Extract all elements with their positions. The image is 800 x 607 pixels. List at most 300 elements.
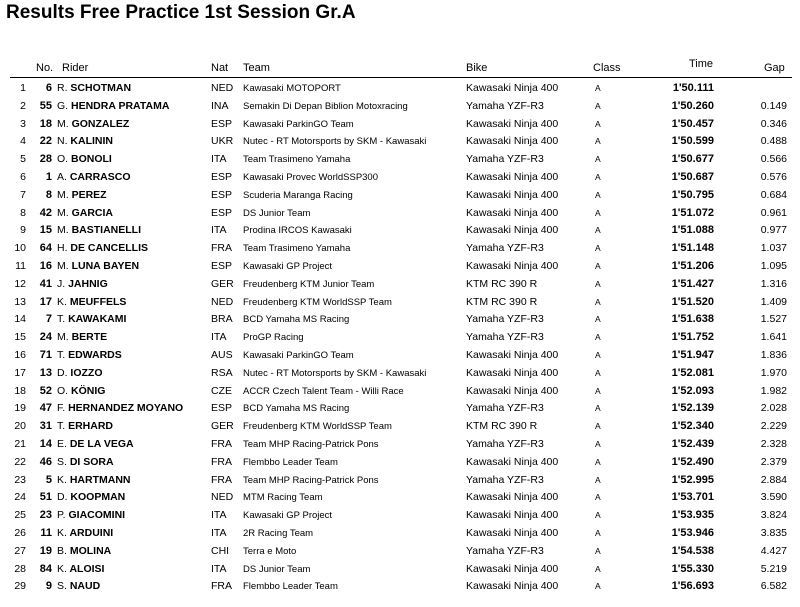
bike-cell: KTM RC 390 R (466, 295, 538, 308)
team-cell: Nutec - RT Motorsports by SKM - Kawasaki (243, 136, 427, 148)
table-row (0, 151, 800, 169)
team-cell: Flembbo Leader Team (243, 581, 338, 593)
rider-surname: CARRASCO (69, 170, 131, 183)
position-cell: 28 (14, 562, 26, 575)
time-cell: 1'51.088 (671, 224, 714, 237)
bike-cell: Yamaha YZF-R3 (466, 544, 544, 557)
position-cell: 1 (20, 82, 26, 94)
nationality-cell: ESP (211, 170, 233, 183)
rider-number-cell: 55 (39, 99, 52, 112)
rider-name-cell (57, 472, 131, 490)
table-row (0, 329, 800, 347)
nationality-cell: ESP (211, 402, 233, 415)
position-cell: 3 (20, 117, 26, 130)
position-cell: 24 (14, 491, 26, 504)
table-row (0, 543, 800, 561)
gap-cell: 0.977 (760, 224, 787, 237)
position-cell: 23 (14, 473, 26, 486)
nationality-cell: RSA (211, 366, 233, 379)
rider-surname: ALOISI (69, 562, 105, 575)
nationality-cell: AUS (211, 348, 233, 361)
rider-surname: GARCIA (71, 206, 114, 219)
class-cell: A (595, 100, 601, 111)
bike-cell: Kawasaki Ninja 400 (466, 259, 559, 272)
rider-name-cell (57, 347, 122, 365)
rider-name-cell (57, 365, 103, 383)
gap-cell: 1.982 (760, 384, 787, 397)
rider-name-cell (57, 311, 126, 329)
results-table (0, 80, 800, 596)
class-cell: A (595, 527, 601, 538)
team-cell: Team Trasimeno Yamaha (243, 154, 351, 166)
rider-initial: O. (57, 153, 69, 166)
rider-initial: K. (57, 295, 67, 308)
rider-initial: R. (57, 82, 68, 94)
rider-number-cell: 8 (45, 188, 52, 201)
team-cell: Kawasaki GP Project (243, 260, 333, 272)
team-cell: DS Junior Team (243, 563, 311, 575)
table-row (0, 347, 800, 365)
bike-cell: Kawasaki Ninja 400 (466, 491, 559, 504)
time-cell: 1'50.457 (671, 117, 714, 130)
nationality-cell: FRA (211, 580, 232, 593)
gap-cell: 3.590 (760, 491, 787, 504)
team-cell: Freudenberg KTM Junior Team (243, 278, 375, 290)
rider-surname: GIACOMINI (68, 509, 126, 522)
table-row (0, 436, 800, 454)
time-cell: 1'54.538 (671, 544, 714, 557)
time-cell: 1'52.139 (671, 402, 714, 415)
rider-name-cell (57, 454, 114, 472)
class-cell: A (595, 260, 601, 271)
table-row (0, 133, 800, 151)
class-cell: A (595, 154, 601, 165)
nationality-cell: GER (211, 277, 234, 290)
gap-cell: 3.824 (760, 509, 787, 522)
nationality-cell: ITA (211, 153, 227, 166)
nationality-cell: ESP (211, 188, 233, 201)
rider-number-cell: 42 (39, 206, 52, 219)
rider-number-cell: 46 (39, 455, 52, 468)
class-cell: A (595, 296, 601, 307)
time-cell: 1'50.687 (671, 170, 714, 183)
rider-initial: M. (57, 259, 69, 272)
position-cell: 5 (20, 153, 26, 166)
bike-cell: Yamaha YZF-R3 (466, 437, 544, 450)
team-cell: MTM Racing Team (243, 492, 323, 504)
header-time: Time (689, 58, 714, 70)
nationality-cell: ESP (211, 117, 233, 130)
rider-initial: M. (57, 117, 69, 130)
rider-number-cell: 15 (39, 224, 52, 237)
gap-cell: 2.028 (760, 402, 787, 415)
table-row (0, 240, 800, 258)
bike-cell: Kawasaki Ninja 400 (466, 82, 559, 94)
rider-surname: BONOLI (71, 153, 112, 166)
rider-initial: M. (57, 224, 69, 237)
bike-cell: Yamaha YZF-R3 (466, 331, 544, 344)
page-title: Results Free Practice 1st Session Gr.A (6, 2, 356, 23)
bike-cell: Kawasaki Ninja 400 (466, 562, 559, 575)
position-cell: 10 (14, 242, 26, 255)
rider-surname: ARDUINI (69, 526, 114, 539)
rider-number-cell: 24 (39, 331, 52, 344)
rider-surname: NAUD (69, 580, 101, 593)
bike-cell: Yamaha YZF-R3 (466, 153, 544, 166)
nationality-cell: ITA (211, 526, 227, 539)
rider-initial: K. (57, 526, 67, 539)
rider-initial: M. (57, 188, 69, 201)
bike-cell: Kawasaki Ninja 400 (466, 224, 559, 237)
header-bike: Bike (466, 62, 488, 74)
gap-cell: 1.641 (760, 331, 787, 344)
gap-cell: 0.576 (760, 170, 787, 183)
header-rider: Rider (62, 62, 89, 74)
header-gap: Gap (764, 62, 785, 74)
table-row (0, 258, 800, 276)
rider-name-cell (57, 133, 113, 151)
rider-initial: M. (57, 331, 69, 344)
time-cell: 1'50.111 (672, 82, 714, 94)
nationality-cell: FRA (211, 455, 232, 468)
team-cell: Kawasaki Provec WorldSSP300 (243, 171, 378, 183)
position-cell: 21 (14, 437, 26, 450)
gap-cell: 1.527 (760, 313, 787, 326)
rider-name-cell (57, 276, 108, 294)
rider-number-cell: 14 (39, 437, 52, 450)
rider-name-cell (57, 222, 141, 240)
rider-surname: DI SORA (69, 455, 114, 468)
position-cell: 19 (14, 402, 26, 415)
team-cell: Team Trasimeno Yamaha (243, 243, 351, 255)
rider-initial: B. (57, 544, 67, 557)
rider-initial: E. (57, 437, 67, 450)
bike-cell: Kawasaki Ninja 400 (466, 348, 559, 361)
rider-name-cell (57, 80, 131, 98)
rider-name-cell (57, 578, 100, 596)
position-cell: 26 (14, 526, 26, 539)
rider-initial: H. (57, 242, 68, 255)
class-cell: A (595, 207, 601, 218)
gap-cell: 1.037 (760, 242, 787, 255)
gap-cell: 0.566 (760, 153, 787, 166)
bike-cell: Kawasaki Ninja 400 (466, 509, 559, 522)
header-divider (10, 77, 792, 78)
rider-surname: MEUFFELS (69, 295, 127, 308)
bike-cell: Yamaha YZF-R3 (466, 242, 544, 255)
time-cell: 1'50.260 (671, 99, 714, 112)
position-cell: 27 (14, 544, 26, 557)
time-cell: 1'52.490 (671, 455, 714, 468)
rider-number-cell: 17 (39, 295, 52, 308)
nationality-cell: ESP (211, 259, 233, 272)
rider-surname: GONZALEZ (71, 117, 130, 130)
rider-number-cell: 7 (45, 313, 52, 326)
class-cell: A (595, 421, 601, 432)
team-cell: Team MHP Racing-Patrick Pons (243, 438, 379, 450)
nationality-cell: CHI (211, 544, 230, 557)
rider-number-cell: 52 (39, 384, 52, 397)
team-cell: Nutec - RT Motorsports by SKM - Kawasaki (243, 367, 427, 379)
class-cell: A (595, 136, 601, 147)
bike-cell: Kawasaki Ninja 400 (466, 366, 559, 379)
rider-surname: ERHARD (68, 420, 114, 433)
rider-initial: D. (57, 366, 68, 379)
header-nat: Nat (211, 62, 229, 74)
rider-number-cell: 41 (39, 277, 52, 290)
rider-initial: J. (57, 277, 66, 290)
table-row (0, 222, 800, 240)
bike-cell: Kawasaki Ninja 400 (466, 526, 559, 539)
bike-cell: KTM RC 390 R (466, 277, 538, 290)
position-cell: 9 (20, 224, 26, 237)
rider-surname: KALININ (70, 135, 114, 148)
table-row (0, 561, 800, 579)
nationality-cell: FRA (211, 437, 232, 450)
rider-surname: MOLINA (69, 544, 112, 557)
rider-name-cell (57, 436, 134, 454)
rider-name-cell (57, 151, 112, 169)
rider-surname: KAWAKAMI (68, 313, 127, 326)
rider-initial: N. (57, 135, 68, 148)
gap-cell: 1.095 (760, 259, 787, 272)
time-cell: 1'56.693 (671, 580, 714, 593)
nationality-cell: INA (211, 99, 229, 112)
gap-cell: 4.427 (760, 544, 787, 557)
time-cell: 1'52.439 (671, 437, 714, 450)
class-cell: A (595, 83, 601, 93)
nationality-cell: ITA (211, 562, 227, 575)
nationality-cell: NED (211, 491, 234, 504)
rider-initial: K. (57, 473, 67, 486)
rider-name-cell (57, 543, 111, 561)
rider-name-cell (57, 169, 131, 187)
team-cell: Kawasaki GP Project (243, 510, 333, 522)
rider-surname: KOOPMAN (70, 491, 126, 504)
rider-surname: IOZZO (70, 366, 103, 379)
rider-name-cell (57, 240, 148, 258)
table-row (0, 400, 800, 418)
team-cell: Scuderia Maranga Racing (243, 189, 353, 201)
class-cell: A (595, 332, 601, 343)
table-row (0, 311, 800, 329)
time-cell: 1'53.935 (671, 509, 714, 522)
rider-number-cell: 47 (39, 402, 52, 415)
rider-initial: D. (57, 491, 68, 504)
time-cell: 1'50.677 (671, 153, 714, 166)
table-row (0, 418, 800, 436)
class-cell: A (595, 385, 601, 396)
bike-cell: Kawasaki Ninja 400 (466, 170, 559, 183)
class-cell: A (595, 474, 601, 485)
rider-surname: JAHNIG (68, 277, 108, 290)
gap-cell: 1.970 (760, 366, 787, 379)
time-cell: 1'51.947 (671, 348, 714, 361)
time-cell: 1'51.206 (671, 259, 714, 272)
rider-number-cell: 22 (39, 135, 52, 148)
rider-surname: LUNA BAYEN (71, 259, 140, 272)
rider-number-cell: 28 (39, 153, 52, 166)
position-cell: 17 (14, 366, 26, 379)
rider-number-cell: 51 (39, 491, 52, 504)
rider-number-cell: 16 (39, 259, 52, 272)
table-row (0, 116, 800, 134)
position-cell: 2 (20, 99, 26, 112)
rider-name-cell (57, 98, 169, 116)
rider-name-cell (57, 205, 113, 223)
gap-cell: 2.229 (760, 420, 787, 433)
nationality-cell: ESP (211, 206, 233, 219)
rider-surname: HARTMANN (69, 473, 131, 486)
time-cell: 1'51.072 (671, 206, 714, 219)
class-cell: A (595, 492, 601, 503)
team-cell: Kawasaki ParkinGO Team (243, 118, 354, 130)
nationality-cell: BRA (211, 313, 233, 326)
header-team: Team (243, 62, 270, 74)
position-cell: 11 (15, 259, 26, 272)
header-class: Class (593, 62, 621, 74)
table-row (0, 472, 800, 490)
class-cell: A (595, 545, 601, 556)
rider-initial: P. (57, 509, 66, 522)
table-row (0, 365, 800, 383)
class-cell: A (595, 581, 601, 592)
rider-name-cell (57, 116, 129, 134)
rider-name-cell (57, 525, 113, 543)
position-cell: 16 (14, 348, 26, 361)
position-cell: 29 (14, 580, 26, 593)
gap-cell: 5.219 (760, 562, 787, 575)
table-row (0, 205, 800, 223)
gap-cell: 2.328 (760, 437, 787, 450)
gap-cell: 6.582 (760, 580, 787, 593)
bike-cell: Kawasaki Ninja 400 (466, 135, 559, 148)
time-cell: 1'52.995 (671, 473, 714, 486)
position-cell: 8 (20, 206, 26, 219)
position-cell: 4 (20, 135, 26, 148)
table-row (0, 187, 800, 205)
rider-number-cell: 5 (45, 473, 52, 486)
rider-surname: HERNANDEZ MOYANO (68, 402, 184, 415)
rider-name-cell (57, 400, 183, 418)
time-cell: 1'52.340 (671, 420, 714, 433)
nationality-cell: ITA (211, 509, 227, 522)
rider-initial: T. (57, 420, 66, 433)
time-cell: 1'52.093 (671, 384, 714, 397)
time-cell: 1'51.427 (671, 277, 714, 290)
team-cell: ACCR Czech Talent Team - Willi Race (243, 385, 404, 397)
rider-initial: M. (57, 206, 69, 219)
rider-name-cell (57, 294, 126, 312)
rider-surname: BASTIANELLI (71, 224, 142, 237)
rider-number-cell: 19 (39, 544, 52, 557)
bike-cell: Yamaha YZF-R3 (466, 99, 544, 112)
team-cell: Kawasaki MOTOPORT (243, 83, 341, 94)
gap-cell: 0.346 (760, 117, 787, 130)
time-cell: 1'55.330 (671, 562, 714, 575)
class-cell: A (595, 403, 601, 414)
rider-initial: O. (57, 384, 69, 397)
table-header (0, 58, 800, 76)
position-cell: 22 (14, 455, 26, 468)
rider-number-cell: 71 (39, 348, 52, 361)
rider-surname: HENDRA PRATAMA (71, 99, 170, 112)
time-cell: 1'53.946 (671, 526, 714, 539)
gap-cell: 1.316 (760, 277, 787, 290)
bike-cell: Yamaha YZF-R3 (466, 313, 544, 326)
table-row (0, 454, 800, 472)
table-row (0, 98, 800, 116)
time-cell: 1'52.081 (671, 366, 714, 379)
rider-name-cell (57, 561, 104, 579)
bike-cell: Kawasaki Ninja 400 (466, 384, 559, 397)
gap-cell: 1.836 (760, 348, 787, 361)
rider-number-cell: 11 (40, 526, 52, 539)
team-cell: Team MHP Racing-Patrick Pons (243, 474, 379, 486)
rider-name-cell (57, 329, 107, 347)
nationality-cell: GER (211, 420, 234, 433)
gap-cell: 0.961 (760, 206, 787, 219)
rider-surname: BERTE (71, 331, 108, 344)
gap-cell: 0.488 (760, 135, 787, 148)
bike-cell: Kawasaki Ninja 400 (466, 455, 559, 468)
rider-surname: DE CANCELLIS (70, 242, 149, 255)
gap-cell: 2.884 (760, 473, 787, 486)
rider-number-cell: 9 (45, 580, 52, 593)
class-cell: A (595, 171, 601, 182)
position-cell: 13 (14, 295, 26, 308)
table-row (0, 80, 800, 98)
table-row (0, 489, 800, 507)
rider-initial: S. (57, 455, 67, 468)
time-cell: 1'51.148 (671, 242, 714, 255)
rider-name-cell (57, 507, 125, 525)
table-row (0, 294, 800, 312)
table-row (0, 276, 800, 294)
nationality-cell: ITA (211, 331, 227, 344)
team-cell: Terra e Moto (243, 545, 297, 557)
time-cell: 1'51.752 (671, 331, 714, 344)
table-row (0, 383, 800, 401)
class-cell: A (595, 438, 601, 449)
table-row (0, 507, 800, 525)
bike-cell: KTM RC 390 R (466, 420, 538, 433)
position-cell: 6 (20, 170, 26, 183)
class-cell: A (595, 456, 601, 467)
position-cell: 15 (14, 331, 26, 344)
nationality-cell: FRA (211, 242, 232, 255)
team-cell: BCD Yamaha MS Racing (243, 403, 350, 415)
gap-cell: 1.409 (760, 295, 787, 308)
class-cell: A (595, 314, 601, 325)
team-cell: Kawasaki ParkinGO Team (243, 349, 354, 361)
rider-surname: DE LA VEGA (69, 437, 134, 450)
team-cell: Flembbo Leader Team (243, 456, 338, 468)
position-cell: 25 (14, 509, 26, 522)
rider-initial: T. (57, 313, 66, 326)
class-cell: A (595, 367, 601, 378)
bike-cell: Kawasaki Ninja 400 (466, 206, 559, 219)
rider-number-cell: 13 (39, 366, 52, 379)
position-cell: 7 (20, 188, 26, 201)
rider-number-cell: 6 (45, 82, 52, 94)
rider-number-cell: 64 (39, 242, 52, 255)
bike-cell: Kawasaki Ninja 400 (466, 188, 559, 201)
header-no: No. (36, 62, 54, 74)
bike-cell: Kawasaki Ninja 400 (466, 580, 559, 593)
rider-name-cell (57, 187, 107, 205)
time-cell: 1'50.599 (671, 135, 714, 148)
